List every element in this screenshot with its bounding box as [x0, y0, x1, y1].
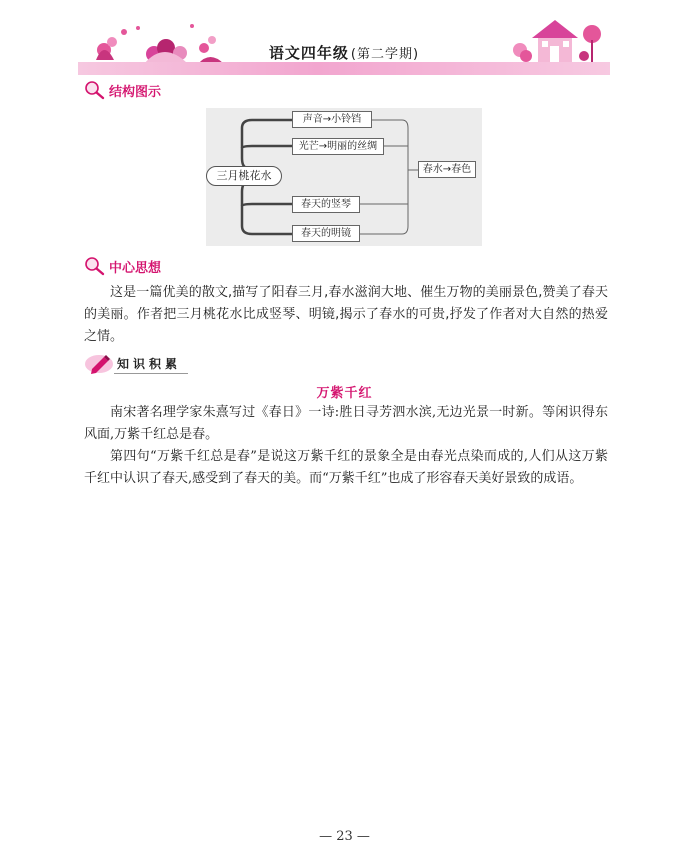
central-idea-label: 中心思想	[109, 260, 162, 276]
magnifier-icon	[83, 80, 107, 100]
magnifier-icon	[83, 256, 107, 276]
knowledge-paragraph: 第四句“万紫千红总是春”是说这万紫千红的景象全是由春光点染而成的,人们从这万紫千红中认识了春天,感受到了春天的美。而“万紫千红”也成了形容春天美好景致的成语。	[84, 449, 608, 486]
diagram-center-node: 三月桃花水	[206, 166, 282, 186]
diagram-result-node: 春水→春色	[418, 161, 476, 178]
page-number: — 23 —	[319, 829, 370, 844]
diagram-branch-node: 春天的明镜	[292, 225, 360, 242]
header-title	[78, 42, 610, 63]
knowledge-paragraph: 南宋著名理学家朱熹写过《春日》一诗:胜日寻芳泗水滨,无边光景一时新。等闲识得东风面,万紫千红总是春。	[84, 405, 608, 442]
header-band	[78, 62, 610, 75]
diagram-branch-node: 声音→小铃铛	[292, 111, 372, 128]
structure-heading	[83, 80, 161, 100]
page-header	[78, 6, 610, 76]
diagram-branch-node: 光芒→明丽的丝绸	[292, 138, 384, 155]
knowledge-heading	[84, 352, 194, 374]
book-subtitle: (第二学期)	[350, 47, 420, 62]
central-idea-paragraph: 这是一篇优美的散文,描写了阳春三月,春水滋润大地、催生万物的美丽景色,赞美了春天的美丽。作者把三月桃花水比成竖琴、明镜,揭示了春水的可贵,抒发了作者对大自然的热爱之情。	[84, 285, 608, 344]
knowledge-text	[84, 402, 608, 490]
diagram-branch-node: 春天的竖琴	[292, 196, 360, 213]
structure-diagram	[206, 108, 482, 246]
central-idea-text	[84, 282, 608, 348]
knowledge-label: 知识积累	[117, 357, 182, 371]
pencil-icon	[84, 352, 116, 374]
article-title: 万紫千红	[316, 386, 373, 401]
structure-label: 结构图示	[109, 84, 162, 100]
book-title: 语文四年级	[268, 44, 349, 62]
central-idea-heading	[83, 256, 161, 276]
knowledge-underline	[114, 373, 188, 374]
